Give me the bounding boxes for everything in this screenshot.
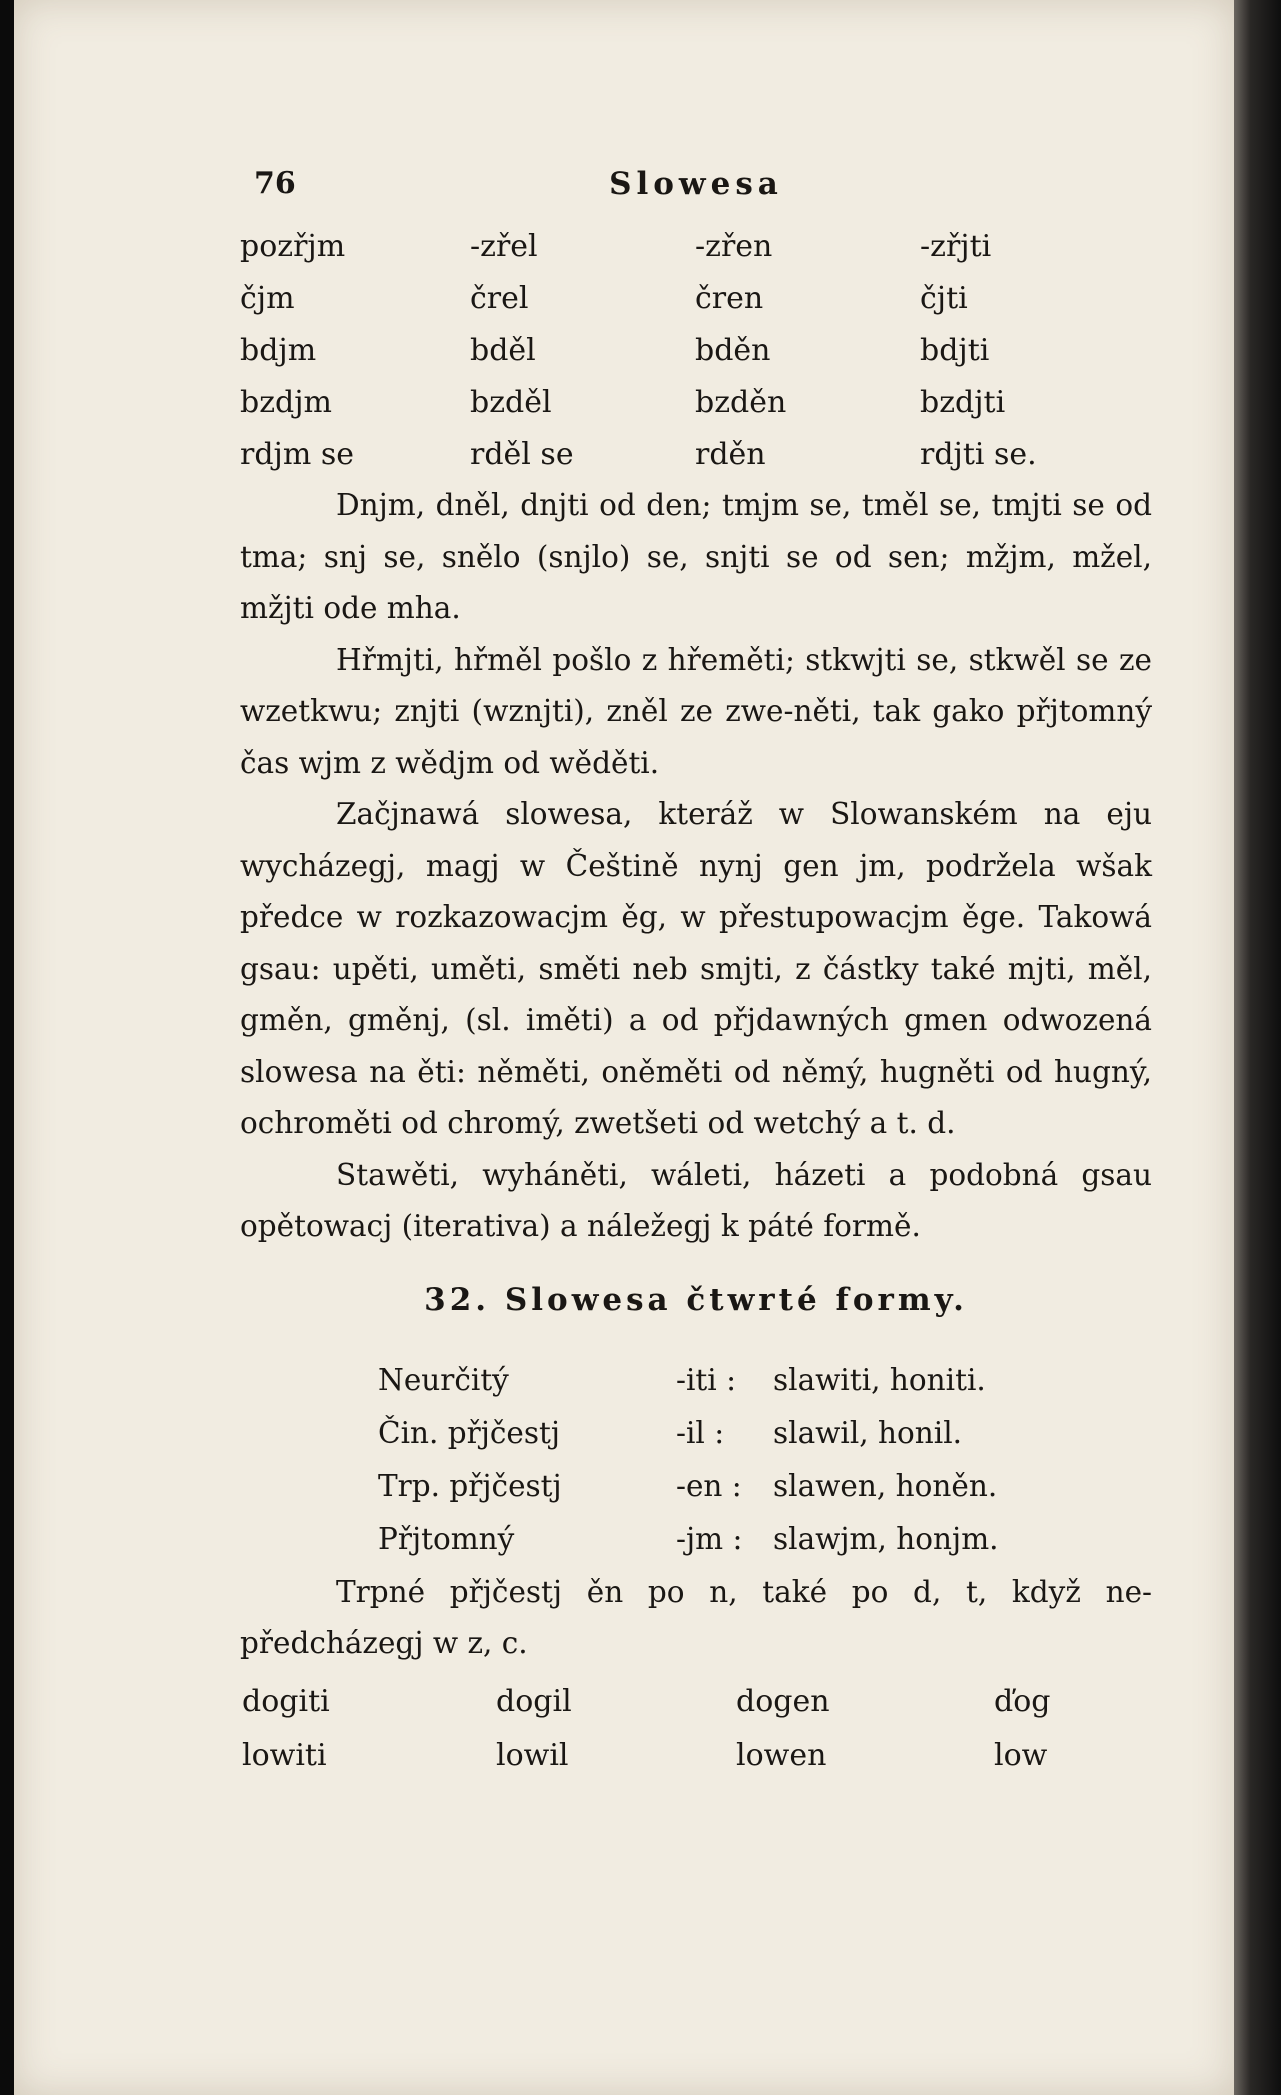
table-cell: bděn: [695, 332, 771, 368]
form-example: slawjm, honjm.: [773, 1522, 999, 1556]
table-cell: črel: [470, 280, 529, 316]
table-row: [242, 1676, 1050, 1728]
closing-paragraph: Trpné přjčestj ěn po n, také po d, t, když ne-předcházegj w z, c.: [240, 1574, 1152, 1660]
form-example: slawen, honěn.: [773, 1469, 998, 1503]
table-cell: lowiti: [242, 1738, 327, 1773]
form-name: Neurčitý: [378, 1363, 509, 1397]
table-cell: bdjti: [920, 332, 990, 368]
table-cell: lowil: [496, 1738, 569, 1773]
table-cell: dogil: [496, 1684, 572, 1719]
form-name: Čin. přjčestj: [378, 1416, 561, 1450]
table-row: [240, 428, 1152, 480]
table-cell: rdjti se.: [920, 436, 1037, 472]
book-spine-shadow: [1234, 0, 1281, 2095]
table-cell: rdjm se: [240, 436, 354, 472]
page-header: [240, 160, 1152, 220]
page-content: [240, 160, 1152, 1784]
form-example: slawil, honil.: [773, 1416, 963, 1450]
paragraph: Dnjm, dněl, dnjti od den; tmjm se, tměl se, tmjti se od tma; snj se, snělo (snjlo) se, snjti se od sen; mžjm, mžel, mžjti ode mha.: [240, 488, 1152, 625]
table-cell: -zřel: [470, 228, 538, 264]
forms-table: [376, 1353, 1001, 1567]
table-row: [240, 376, 1152, 428]
table-row: [242, 1730, 1050, 1782]
table-cell: rděn: [695, 436, 766, 472]
table-row: [378, 1514, 999, 1565]
form-suffix: -iti :: [676, 1363, 737, 1397]
table-cell: bdjm: [240, 332, 317, 368]
table-cell: bzděl: [470, 384, 552, 420]
table-cell: -zřjti: [920, 228, 992, 264]
example-table: [240, 1674, 1052, 1784]
table-cell: lowen: [736, 1738, 827, 1773]
table-row: [378, 1408, 999, 1459]
form-name: Přjtomný: [378, 1522, 515, 1556]
form-example: slawiti, honiti.: [773, 1363, 986, 1397]
paragraph: Hřmjti, hřměl pošlo z hřeměti; stkwjti se, stkwěl se ze wzetkwu; znjti (wznjti), zněl ze zwe-něti, tak gako přjtomný čas wjm z wědjm od wěděti.: [240, 642, 1152, 780]
form-name: Trp. přjčestj: [378, 1469, 562, 1503]
form-suffix: -en :: [676, 1469, 742, 1503]
table-row: [240, 220, 1152, 272]
table-cell: čren: [695, 280, 764, 316]
running-title: Slowesa: [609, 166, 783, 202]
table-row: [240, 272, 1152, 324]
table-cell: dogen: [736, 1684, 830, 1719]
form-suffix: -il :: [676, 1416, 725, 1450]
paragraph: Začjnawá slowesa, kteráž w Slowanském na eju wycházegj, magj w Češtině nynj gen jm, podržela wšak předce w rozkazowacjm ěg, w přestupowacjm ěge. Takowá gsau: upěti, uměti, směti neb smjti, z částky také mjti, měl, gměn, gměnj, (sl. iměti) a od přjdawných gmen odwozená slowesa na ěti: něměti, oněměti od němý, hugněti od hugný, ochroměti od chromý, zwetšeti od wetchý a t. d.: [240, 797, 1152, 1140]
form-suffix: -jm :: [676, 1522, 743, 1556]
page-number: 76: [254, 166, 296, 201]
table-cell: -zřen: [695, 228, 773, 264]
conjugation-table: [240, 220, 1152, 480]
table-row: [378, 1461, 999, 1512]
table-cell: bděl: [470, 332, 536, 368]
table-cell: low: [994, 1738, 1048, 1773]
table-cell: čjm: [240, 280, 295, 316]
table-cell: pozřjm: [240, 228, 346, 264]
table-row: [240, 324, 1152, 376]
table-cell: bzděn: [695, 384, 787, 420]
table-cell: bzdjti: [920, 384, 1006, 420]
paragraph: Stawěti, wyháněti, wáleti, házeti a podobná gsau opětowacj (iterativa) a náležegj k páté formě.: [240, 1157, 1152, 1243]
table-cell: čjti: [920, 280, 968, 316]
section-heading: 32. Slowesa čtwrté formy.: [424, 1281, 968, 1318]
table-cell: dogiti: [242, 1684, 330, 1719]
table-cell: ďog: [994, 1684, 1051, 1719]
table-row: [378, 1355, 999, 1406]
table-cell: bzdjm: [240, 384, 332, 420]
table-cell: rděl se: [470, 436, 574, 472]
